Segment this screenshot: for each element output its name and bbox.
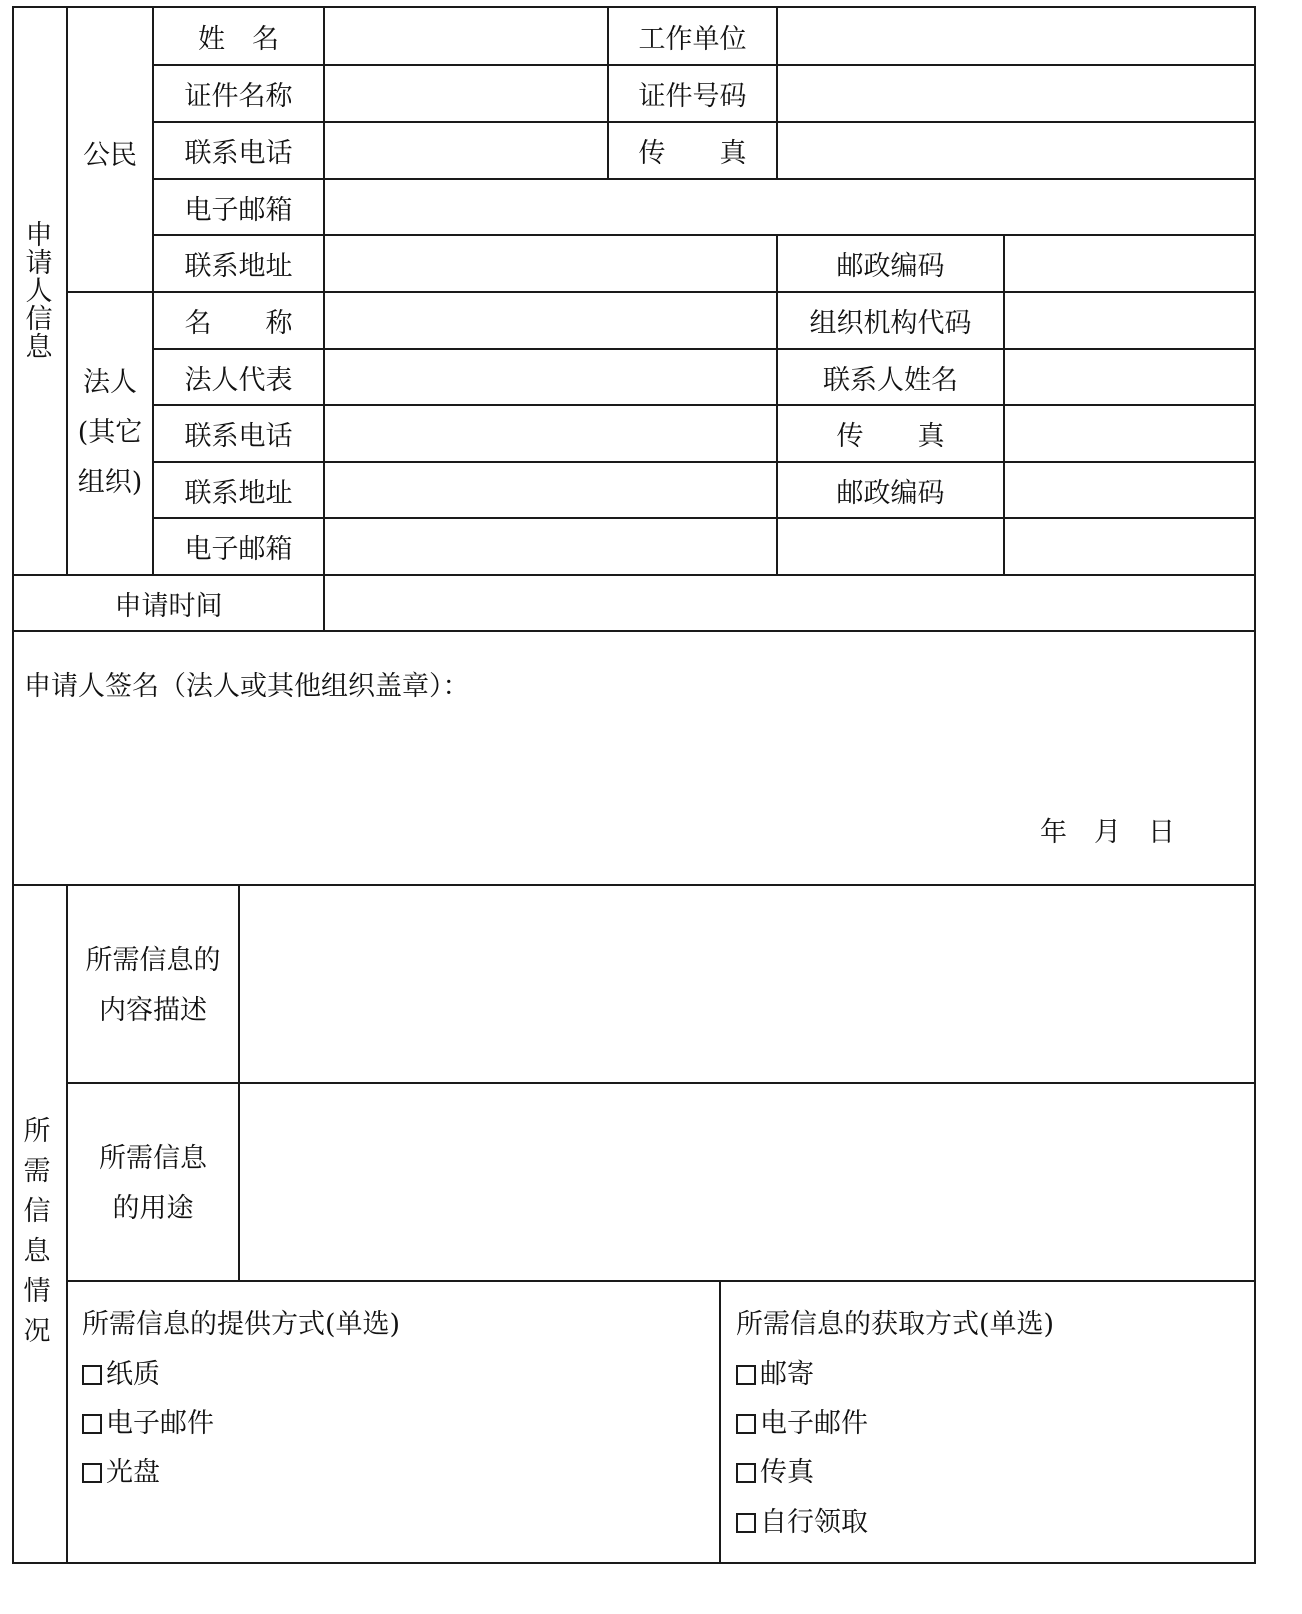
citizen-email-field[interactable] [325, 180, 1254, 234]
legal-representative-field[interactable] [325, 350, 776, 404]
content-description-label: 所需信息的 内容描述 [85, 945, 221, 1026]
checkbox[interactable] [736, 1463, 756, 1483]
legal-contact-name-field[interactable] [1005, 350, 1254, 404]
rule [12, 630, 1256, 632]
obtain-option-mail[interactable] [736, 1360, 814, 1390]
option-label: 邮寄 [760, 1359, 814, 1390]
legal-postcode-label: 邮政编码 [836, 477, 945, 509]
citizen-fax-field[interactable] [778, 123, 1254, 178]
provide-method-title: 所需信息的提供方式(单选) [82, 1309, 401, 1340]
checkbox[interactable] [736, 1414, 756, 1434]
legal-postcode-field[interactable] [1005, 463, 1254, 517]
citizen-address-label: 联系地址 [184, 251, 293, 282]
citizen-id-number-field[interactable] [778, 66, 1254, 121]
apply-time-label: 申请时间 [114, 590, 223, 622]
citizen-phone-field[interactable] [325, 123, 607, 178]
legal-contact-name-label: 联系人姓名 [823, 364, 958, 396]
citizen-phone-label: 联系电话 [184, 138, 293, 169]
option-label: 传真 [760, 1457, 814, 1488]
legal-group-label: 法人 (其它 组织) [77, 367, 143, 498]
provide-option-disc[interactable] [82, 1458, 160, 1488]
citizen-name-label: 姓 名 [198, 23, 279, 55]
signature-area[interactable] [14, 710, 1254, 810]
legal-name-field[interactable] [325, 293, 776, 348]
legal-email-field[interactable] [325, 519, 776, 574]
provide-option-email[interactable] [82, 1409, 214, 1439]
checkbox[interactable] [82, 1414, 102, 1434]
citizen-id-type-label: 证件名称 [184, 81, 293, 112]
legal-address-label: 联系地址 [184, 477, 293, 509]
option-label: 纸质 [106, 1359, 160, 1390]
legal-phone-field[interactable] [325, 406, 776, 461]
option-label: 电子邮件 [106, 1408, 214, 1439]
legal-org-code-label: 组织机构代码 [809, 308, 972, 339]
citizen-email-label: 电子邮箱 [184, 194, 293, 226]
citizen-name-field[interactable] [325, 8, 607, 64]
option-label: 自行领取 [760, 1507, 868, 1538]
obtain-option-fax[interactable] [736, 1458, 814, 1488]
legal-fax-label: 传 真 [836, 421, 945, 452]
rule [1254, 6, 1256, 1564]
option-label: 电子邮件 [760, 1408, 868, 1439]
purpose-label: 所需信息 的用途 [99, 1143, 207, 1224]
obtain-method-title: 所需信息的获取方式(单选) [736, 1309, 1055, 1340]
apply-time-field[interactable] [325, 576, 1254, 630]
legal-fax-field[interactable] [1005, 406, 1254, 461]
checkbox[interactable] [736, 1365, 756, 1385]
citizen-work-unit-field[interactable] [778, 8, 1254, 64]
legal-name-label: 名 称 [184, 308, 293, 339]
citizen-work-unit-label: 工作单位 [638, 23, 747, 55]
checkbox[interactable] [736, 1513, 756, 1533]
legal-representative-label: 法人代表 [184, 364, 293, 396]
info-needed-section-label: 所需信息情况 [23, 1116, 51, 1347]
option-label: 光盘 [106, 1457, 160, 1488]
rule [66, 1280, 1256, 1282]
applicant-section-label: 申请人信息 [25, 220, 53, 363]
citizen-postcode-label: 邮政编码 [836, 251, 945, 282]
signature-label: 申请人签名（法人或其他组织盖章）： [24, 671, 470, 702]
obtain-option-email[interactable] [736, 1409, 868, 1439]
legal-email-label: 电子邮箱 [184, 534, 293, 565]
content-description-field[interactable] [240, 886, 1254, 1082]
purpose-field[interactable] [240, 1084, 1254, 1280]
checkbox[interactable] [82, 1463, 102, 1483]
citizen-address-field[interactable] [325, 236, 776, 291]
citizen-id-number-label: 证件号码 [638, 81, 747, 112]
citizen-id-type-field[interactable] [325, 66, 607, 121]
citizen-postcode-field[interactable] [1005, 236, 1254, 291]
rule [719, 1280, 721, 1564]
checkbox[interactable] [82, 1365, 102, 1385]
signature-date-label: 年 月 日 [1040, 817, 1175, 848]
rule [12, 1562, 1256, 1564]
provide-option-paper[interactable] [82, 1360, 160, 1390]
legal-address-field[interactable] [325, 463, 776, 517]
legal-phone-label: 联系电话 [184, 421, 293, 452]
obtain-option-self-pickup[interactable] [736, 1508, 868, 1538]
citizen-group-label: 公民 [83, 139, 137, 171]
legal-org-code-field[interactable] [1005, 293, 1254, 348]
citizen-fax-label: 传 真 [638, 138, 747, 169]
